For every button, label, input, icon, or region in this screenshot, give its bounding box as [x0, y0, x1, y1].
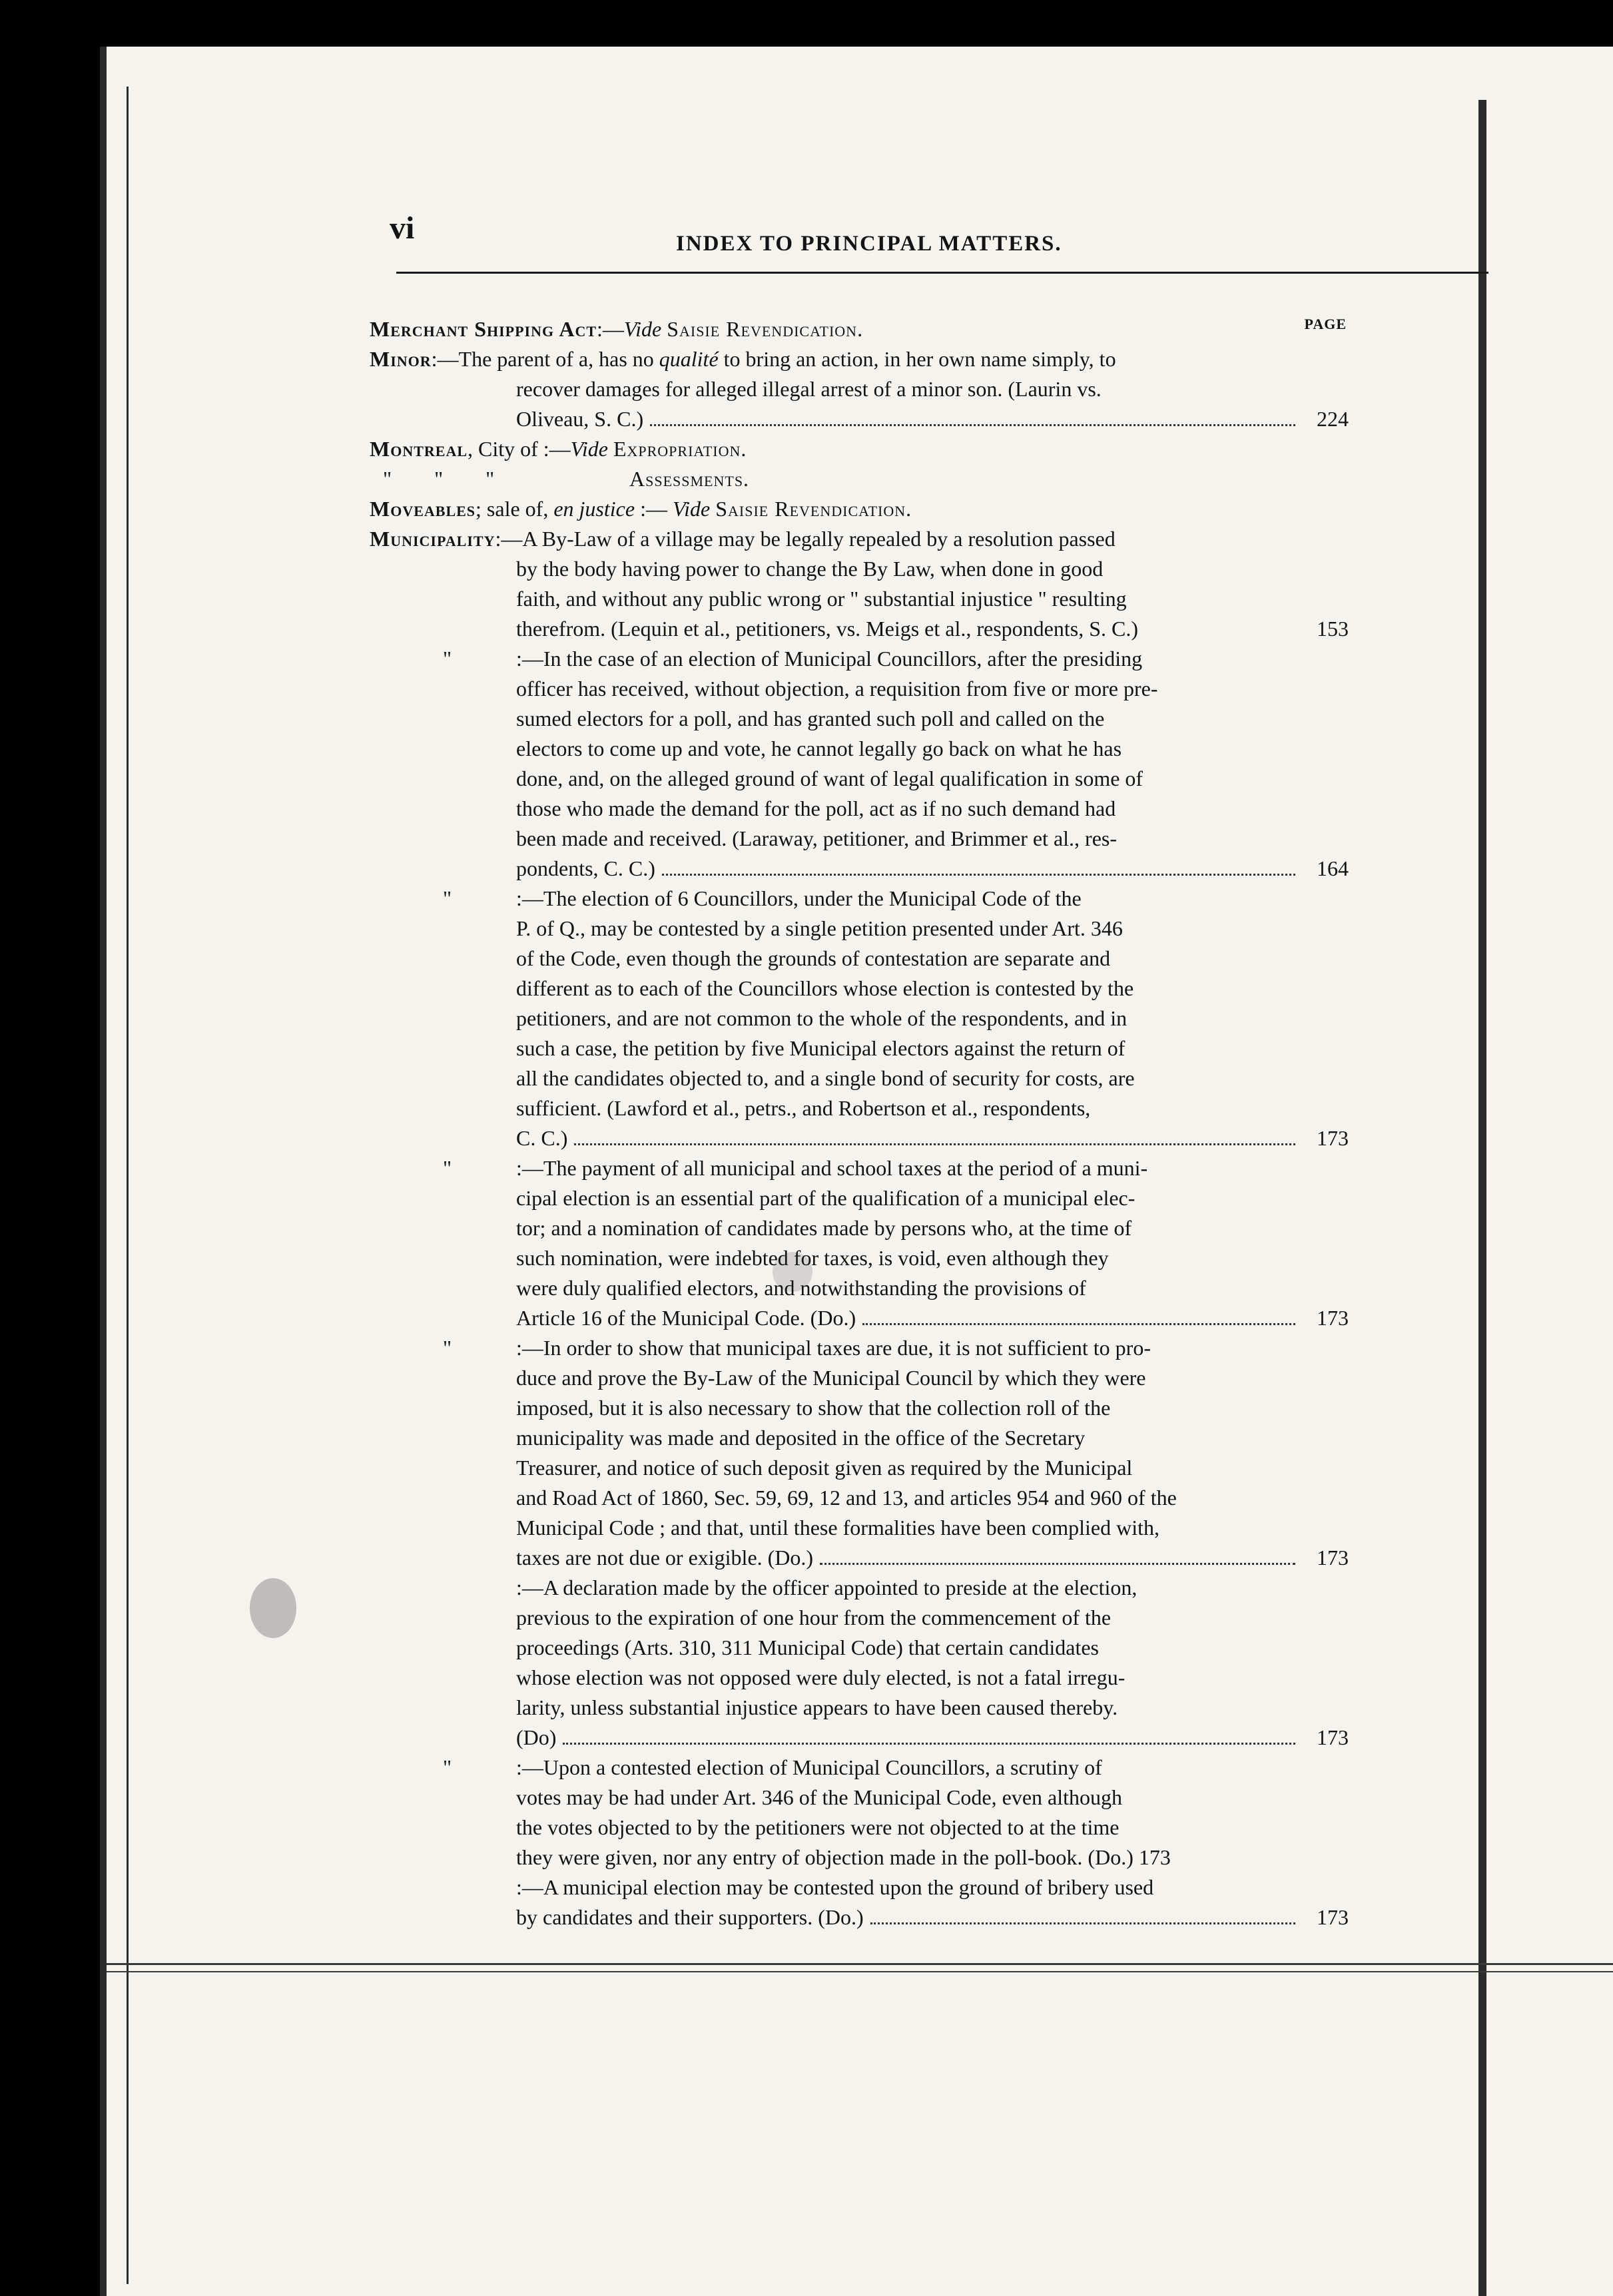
entry-leader-line [516, 1723, 1349, 1753]
entry-leader-line [370, 404, 1349, 434]
left-edge-rule [127, 87, 129, 2284]
entry-line: faith, and without any public wrong or " substantial injustice " resulting [516, 587, 1127, 611]
ditto-mark: " [443, 1755, 452, 1779]
page-number: 153 [1317, 617, 1349, 641]
entry-line: cipal election is an essential part of the qualification of a municipal elec- [516, 1186, 1135, 1210]
page-number: 164 [1317, 856, 1349, 880]
entry-heading: Moveables [370, 497, 476, 521]
entry-line: tor; and a nomination of candidates made by persons who, at the time of [516, 1216, 1132, 1240]
cross-reference: Saisie Revendication. [667, 317, 864, 341]
entry-leader-line [516, 854, 1349, 884]
entry-text: The parent of a, has no [458, 347, 659, 371]
entry-line: Treasurer, and notice of such deposit given as required by the Municipal [516, 1456, 1133, 1480]
entry-text: A By-Law of a village may be legally repealed by a resolution passed [522, 527, 1116, 551]
entry-line: and Road Act of 1860, Sec. 59, 69, 12 and 13, and articles 954 and 960 of the [516, 1486, 1177, 1510]
page-column-label: PAGE [1304, 316, 1347, 332]
page-number: 224 [1317, 407, 1349, 431]
entry-text: Article 16 of the Municipal Code. (Do.) [516, 1306, 856, 1330]
dot-leader [862, 1323, 1295, 1325]
entry-line: :—In the case of an election of Municipal Councillors, after the presiding [516, 647, 1143, 671]
entry-line: P. of Q., may be contested by a single petition presented under Art. 346 [516, 916, 1123, 940]
entry-heading: Municipality [370, 527, 495, 551]
page-number: 173 [1317, 1126, 1349, 1150]
entry-line: the votes objected to by the petitioners were not objected to at the time [516, 1815, 1120, 1839]
entry-line: they were given, nor any entry of objection made in the poll-book. (Do.) 173 [516, 1845, 1171, 1869]
entry-line: imposed, but it is also necessary to show that the collection roll of the [516, 1396, 1111, 1420]
ditto-marks: " " " [383, 467, 495, 491]
entry-montreal [370, 434, 1349, 464]
entry-line: Municipal Code ; and that, until these formalities have been complied with, [516, 1516, 1159, 1540]
entry-separator: :— [597, 317, 624, 341]
dot-leader [870, 1922, 1295, 1924]
entry-municipality [370, 524, 1349, 1932]
entry-text: ; sale of, [476, 497, 554, 521]
cross-reference: Saisie Revendication. [715, 497, 912, 521]
entry-text: C. C.) [516, 1126, 568, 1150]
entry-heading: Merchant Shipping Act [370, 317, 597, 341]
entry-line: done, and, on the alleged ground of want of legal qualification in some of [516, 766, 1143, 790]
entry-italic: en justice [553, 497, 635, 521]
entry-line: proceedings (Arts. 310, 311 Municipal Code) that certain candidates [516, 1635, 1099, 1659]
entry-line: previous to the expiration of one hour from the commencement of the [516, 1605, 1112, 1629]
municipality-sub-1 [370, 524, 1349, 644]
entry-line: petitioners, and are not common to the whole of the respondents, and in [516, 1006, 1128, 1030]
entry-leader-line [370, 614, 1349, 644]
vide-label: Vide [570, 437, 608, 461]
ink-smudge [250, 1578, 296, 1638]
entry-line: :—The payment of all municipal and school taxes at the period of a muni- [516, 1156, 1148, 1180]
entry-text: to bring an action, in her own name simply, to [718, 347, 1116, 371]
entry-line: :—The election of 6 Councillors, under the Municipal Code of the [516, 886, 1082, 910]
entry-moveables [370, 494, 1349, 524]
page-number: 173 [1317, 1546, 1349, 1570]
entry-heading: Minor [370, 347, 432, 371]
entry-line: :—A declaration made by the officer appointed to preside at the election, [516, 1576, 1137, 1599]
ditto-mark: " [443, 647, 452, 671]
entry-text: by candidates and their supporters. (Do.) [516, 1905, 864, 1929]
municipality-sub-7 [370, 1753, 1349, 1872]
entry-text: pondents, C. C.) [516, 856, 655, 880]
entry-text: , City of :— [468, 437, 571, 461]
vide-label: Vide [623, 317, 662, 341]
entry-line: of the Code, even though the grounds of contestation are separate and [516, 946, 1111, 970]
ditto-row [370, 464, 1349, 494]
entry-line: those who made the demand for the poll, act as if no such demand had [516, 796, 1116, 820]
municipality-sub-3 [370, 884, 1349, 1153]
entry-line: electors to come up and vote, he cannot legally go back on what he has [516, 736, 1122, 760]
entry-line: different as to each of the Councillors whose election is contested by the [516, 976, 1134, 1000]
right-edge-rule [1478, 100, 1486, 2296]
entry-minor [370, 344, 1349, 434]
entry-separator: :— [495, 527, 523, 551]
entry-leader-line [516, 1303, 1349, 1333]
dot-leader [662, 874, 1295, 876]
entry-heading: Montreal [370, 437, 468, 461]
entry-line: duce and prove the By-Law of the Municipal Council by which they were [516, 1366, 1146, 1390]
entry-line: sufficient. (Lawford et al., petrs., and Robertson et al., respondents, [516, 1096, 1091, 1120]
municipality-sub-5 [370, 1333, 1349, 1573]
page-number: 173 [1317, 1725, 1349, 1749]
entry-line: :—Upon a contested election of Municipal Councillors, a scrutiny of [516, 1755, 1102, 1779]
bottom-rule-2 [107, 1971, 1613, 1972]
cross-reference: Assessments. [629, 467, 750, 491]
entry-line: votes may be had under Art. 346 of the Municipal Code, even although [516, 1785, 1123, 1809]
entry-line: larity, unless substantial injustice appears to have been caused thereby. [516, 1695, 1118, 1719]
entry-line: all the candidates objected to, and a single bond of security for costs, are [516, 1066, 1135, 1090]
page-number: 173 [1317, 1306, 1349, 1330]
entry-line: officer has received, without objection, a requisition from five or more pre- [516, 677, 1158, 701]
entry-line: sumed electors for a poll, and has granted such poll and called on the [516, 707, 1105, 730]
ditto-mark: " [443, 1336, 452, 1360]
folio-number: vi [390, 210, 415, 246]
entry-text: taxes are not due or exigible. (Do.) [516, 1546, 814, 1570]
municipality-sub-8 [370, 1872, 1349, 1932]
dot-leader [820, 1563, 1295, 1565]
entry-merchant-shipping-act [370, 314, 1349, 344]
entry-line: :—A municipal election may be contested upon the ground of bribery used [516, 1875, 1154, 1899]
page-number: 173 [1317, 1905, 1349, 1929]
entry-line: municipality was made and deposited in the office of the Secretary [516, 1426, 1086, 1450]
municipality-sub-6 [370, 1573, 1349, 1753]
entry-text: Oliveau, S. C.) [516, 407, 644, 431]
entry-separator: :— [431, 347, 459, 371]
entry-leader-line [516, 1543, 1349, 1573]
entry-text: therefrom. (Lequin et al., petitioners, vs. Meigs et al., respondents, S. C.) [516, 617, 1139, 641]
cross-reference: Expropriation. [613, 437, 747, 461]
entry-line: recover damages for alleged illegal arrest of a minor son. (Laurin vs. [516, 377, 1102, 401]
running-title: INDEX TO PRINCIPAL MATTERS. [676, 232, 1062, 256]
entry-line: such nomination, were indebted for taxes, is void, even although they [516, 1246, 1109, 1270]
entry-leader-line [516, 1902, 1349, 1932]
entry-separator: :— [635, 497, 673, 521]
dot-leader [574, 1143, 1295, 1145]
entry-line: been made and received. (Laraway, petitioner, and Brimmer et al., res- [516, 826, 1117, 850]
vide-label: Vide [672, 497, 711, 521]
municipality-sub-4 [370, 1153, 1349, 1333]
entry-leader-line [516, 1123, 1349, 1153]
entry-text: (Do) [516, 1725, 557, 1749]
dot-leader [563, 1743, 1295, 1745]
ditto-mark: " [443, 1156, 452, 1180]
entry-line: were duly qualified electors, and notwithstanding the provisions of [516, 1276, 1086, 1300]
entry-line: whose election was not opposed were duly elected, is not a fatal irregu- [516, 1665, 1126, 1689]
header-rule [396, 272, 1488, 274]
entry-line: :—In order to show that municipal taxes are due, it is not sufficient to pro- [516, 1336, 1151, 1360]
bottom-rule-1 [107, 1963, 1613, 1965]
entry-line: by the body having power to change the By Law, when done in good [516, 557, 1104, 581]
entry-line: such a case, the petition by five Municipal electors against the return of [516, 1036, 1126, 1060]
dot-leader [650, 424, 1295, 426]
page-header [0, 210, 1613, 266]
entry-italic: qualité [659, 347, 719, 371]
ditto-mark: " [443, 886, 452, 910]
municipality-sub-2 [370, 644, 1349, 884]
